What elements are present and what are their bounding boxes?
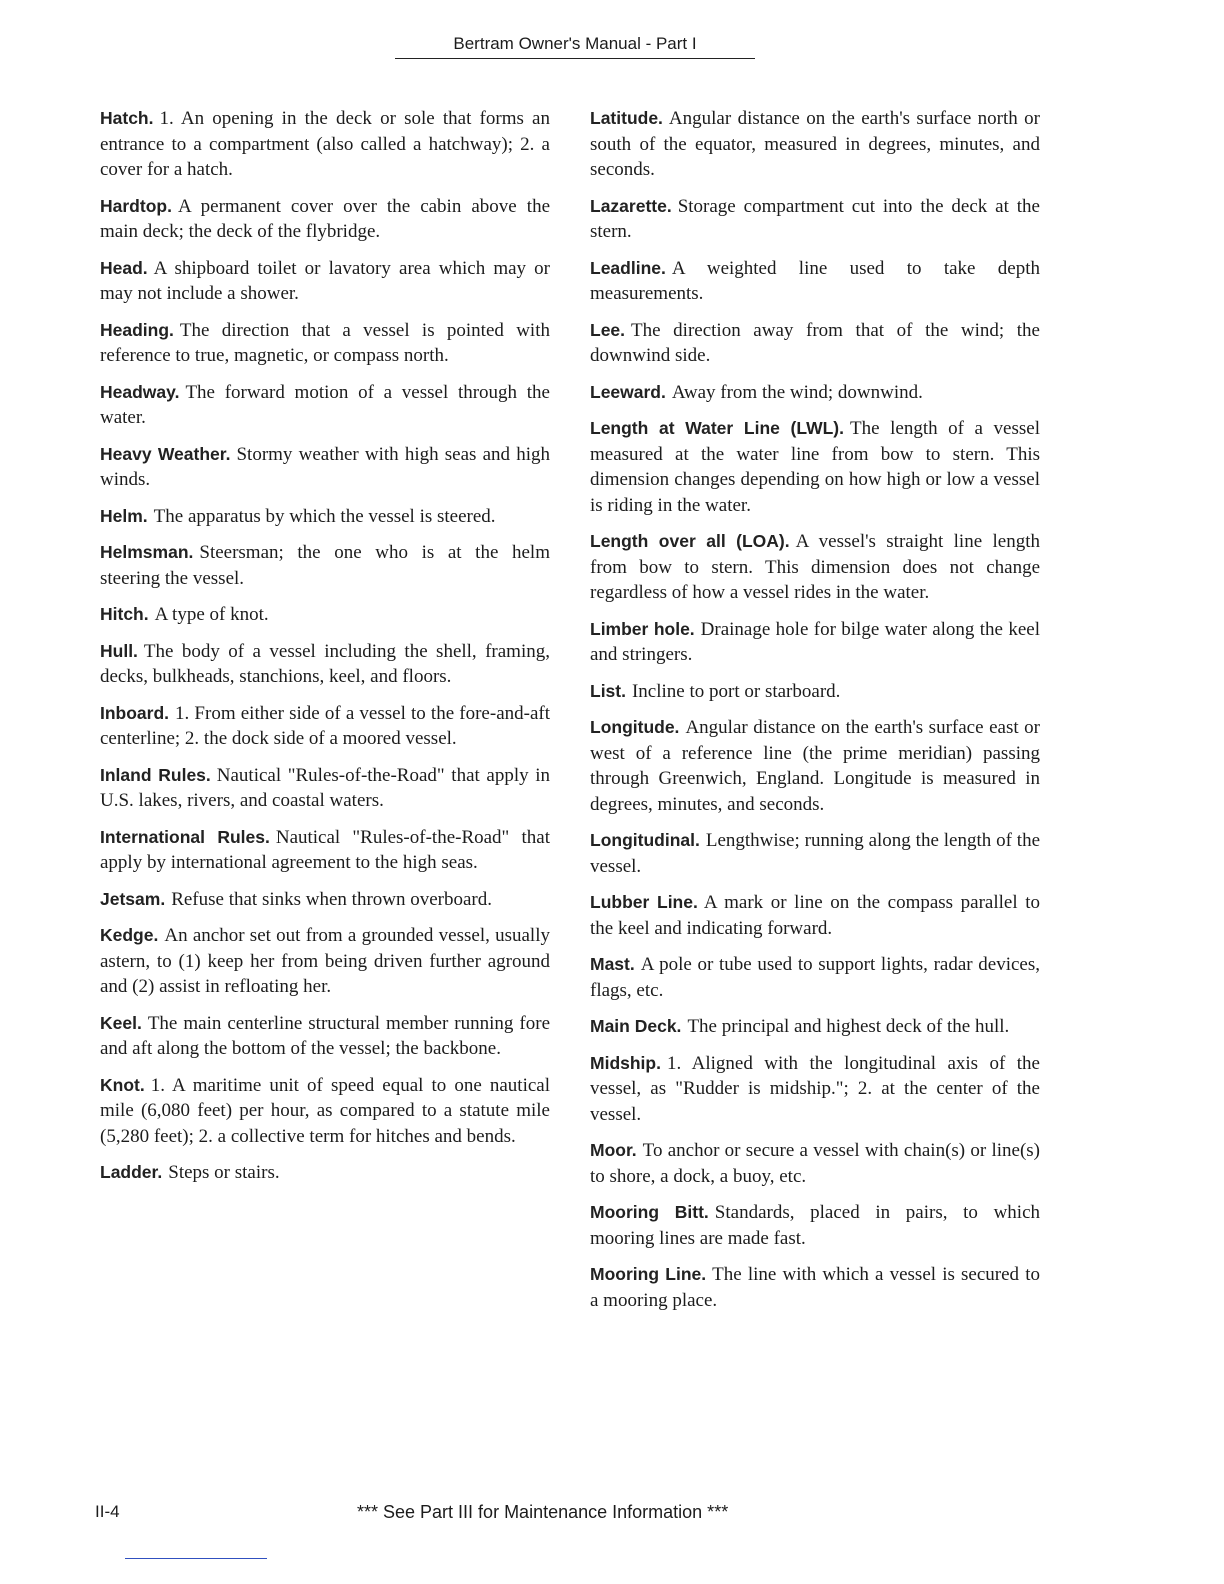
- glossary-entry: [100, 887, 550, 913]
- glossary-entry: [100, 639, 550, 690]
- entry-definition: The length of a vessel measured at the water line from bow to stern. This dimension changes depending on how high or low a vessel is riding in the water.: [590, 418, 1040, 516]
- entry-term: Midship.: [590, 1052, 661, 1073]
- glossary-entry: [100, 380, 550, 431]
- glossary-entry: [590, 106, 1040, 183]
- entry-definition: 1. From either side of a vessel to the fore-and-aft centerline; 2. the dock side of a moored vessel.: [100, 702, 550, 749]
- glossary-entry: [100, 540, 550, 591]
- entry-definition: Storage compartment cut into the deck at the stern.: [590, 195, 1040, 242]
- entry-definition: Angular distance on the earth's surface north or south of the equator, measured in degrees, minutes, and seconds.: [590, 108, 1040, 180]
- entry-term: Longitudinal.: [590, 830, 700, 850]
- glossary-entry: [100, 504, 550, 530]
- footer-note: *** See Part III for Maintenance Information ***: [357, 1502, 729, 1522]
- glossary-entry: [590, 715, 1040, 817]
- entry-definition: Drainage hole for bilge water along the keel and stringers.: [590, 618, 1041, 665]
- glossary-entry: [590, 194, 1040, 245]
- entry-definition: 1. A maritime unit of speed equal to one nautical mile (6,080 feet) per hour, as compared to a statute mile (5,280 feet); 2. a collective term for hitches and bends.: [100, 1074, 550, 1147]
- glossary-entry: [590, 380, 1040, 406]
- entry-definition: The forward motion of a vessel through the water.: [100, 381, 550, 428]
- entry-term: Length at Water Line (LWL).: [590, 418, 844, 438]
- glossary-entry: [590, 679, 1040, 705]
- entry-term: Heading.: [100, 319, 174, 340]
- entry-definition: A type of knot.: [154, 604, 269, 625]
- glossary-entry: [100, 763, 550, 814]
- entry-term: Length over all (LOA).: [590, 531, 790, 551]
- entry-term: Keel.: [100, 1012, 142, 1033]
- entry-term: Inland Rules.: [100, 764, 211, 785]
- glossary-entry: [100, 256, 550, 307]
- entry-term: International Rules.: [100, 826, 270, 847]
- glossary-entry: [100, 923, 550, 1000]
- entry-term: Limber hole.: [590, 618, 695, 639]
- glossary-entry: [590, 416, 1040, 518]
- entry-definition: The apparatus by which the vessel is steered.: [153, 505, 496, 527]
- entry-definition: Lengthwise; running along the length of the vessel.: [590, 830, 1040, 877]
- entry-definition: Steps or stairs.: [168, 1162, 280, 1183]
- entry-term: Hardtop.: [100, 195, 172, 216]
- entry-term: Lubber Line.: [590, 892, 698, 912]
- glossary-entry: [100, 442, 550, 493]
- entry-term: List.: [590, 680, 626, 701]
- entry-definition: The direction away from that of the wind; the downwind side.: [590, 319, 1040, 366]
- entry-term: Ladder.: [100, 1162, 163, 1182]
- entry-term: Hull.: [100, 640, 138, 661]
- glossary-entry: [100, 318, 550, 369]
- entry-term: Lazarette.: [590, 195, 672, 216]
- glossary-entry: [100, 1011, 550, 1062]
- entry-definition: Away from the wind; downwind.: [671, 381, 923, 403]
- entry-definition: The body of a vessel including the shell, framing, decks, bulkheads, stanchions, keel, and floors.: [100, 640, 550, 687]
- entry-term: Leadline.: [590, 257, 666, 278]
- entry-definition: Stormy weather with high seas and high winds.: [100, 443, 550, 490]
- entry-definition: A weighted line used to take depth measurements.: [590, 257, 1040, 304]
- glossary-entry: [590, 529, 1040, 606]
- entry-definition: 1. Aligned with the longitudinal axis of the vessel, as "Rudder is midship."; 2. at the center of the vessel.: [590, 1052, 1040, 1125]
- entry-term: Mooring Bitt.: [590, 1202, 709, 1222]
- header-rule: [395, 58, 755, 59]
- entry-term: Headway.: [100, 381, 180, 402]
- glossary-entry: [100, 701, 550, 752]
- entry-definition: Nautical "Rules-of-the-Road" that apply in U.S. lakes, rivers, and coastal waters.: [100, 764, 550, 811]
- entry-definition: Refuse that sinks when thrown overboard.: [171, 888, 493, 910]
- entry-term: Mast.: [590, 954, 635, 974]
- entry-definition: A pole or tube used to support lights, radar devices, flags, etc.: [590, 954, 1040, 1001]
- entry-definition: A permanent cover over the cabin above the main deck; the deck of the flybridge.: [100, 195, 550, 242]
- bottom-rule: [125, 1558, 267, 1559]
- entry-term: Helm.: [100, 505, 148, 526]
- entry-term: Heavy Weather.: [100, 443, 231, 464]
- glossary-entry: [590, 890, 1040, 941]
- entry-definition: A shipboard toilet or lavatory area which may or may not include a shower.: [100, 257, 550, 304]
- entry-definition: Angular distance on the earth's surface east or west of a reference line (the prime meridian) passing through Greenwich, England. Longitude is measured in degrees, minutes, and seconds.: [590, 717, 1040, 815]
- entry-definition: 1. An opening in the deck or sole that forms an entrance to a compartment (also called a hatchway); 2. a cover for a hatch.: [100, 108, 550, 180]
- entry-term: Main Deck.: [590, 1016, 682, 1036]
- entry-term: Lee.: [590, 319, 626, 340]
- entry-definition: Steersman; the one who is at the helm steering the vessel.: [100, 542, 550, 589]
- entry-term: Hitch.: [100, 604, 149, 624]
- glossary-entry: [590, 952, 1040, 1003]
- glossary-entry: [590, 1200, 1040, 1251]
- glossary-entry: [590, 1014, 1040, 1040]
- glossary-entry: [590, 256, 1040, 307]
- glossary-entry: [590, 617, 1040, 668]
- glossary-column-right: [590, 106, 1040, 1324]
- entry-term: Leeward.: [590, 381, 666, 402]
- glossary-entry: [100, 1073, 550, 1150]
- page-header-title: Bertram Owner's Manual - Part I: [453, 34, 697, 53]
- glossary-entry: [100, 602, 550, 628]
- entry-definition: The line with which a vessel is secured to a mooring place.: [590, 1264, 1040, 1311]
- glossary-column-left: [100, 106, 550, 1197]
- entry-definition: A vessel's straight line length from bow to stern. This dimension does not change regardless of how a vessel rides in the water.: [590, 531, 1040, 603]
- glossary-entry: [590, 1051, 1040, 1128]
- glossary-entry: [100, 1160, 550, 1186]
- entry-definition: The main centerline structural member running fore and aft along the bottom of the vessel; the backbone.: [100, 1012, 550, 1059]
- entry-term: Inboard.: [100, 702, 170, 723]
- entry-definition: Standards, placed in pairs, to which mooring lines are made fast.: [590, 1202, 1041, 1249]
- entry-term: Knot.: [100, 1074, 145, 1095]
- entry-term: Head.: [100, 257, 148, 278]
- page-number: II-4: [95, 1502, 120, 1521]
- entry-term: Kedge.: [100, 925, 159, 945]
- entry-term: Mooring Line.: [590, 1264, 707, 1284]
- entry-term: Helmsman.: [100, 542, 194, 562]
- glossary-entry: [590, 318, 1040, 369]
- entry-term: Latitude.: [590, 108, 663, 128]
- entry-definition: The direction that a vessel is pointed with reference to true, magnetic, or compass north.: [100, 319, 550, 366]
- entry-definition: A mark or line on the compass parallel to the keel and indicating forward.: [590, 892, 1040, 939]
- glossary-entry: [100, 825, 550, 876]
- entry-definition: An anchor set out from a grounded vessel, usually astern, to (1) keep her from being driven further aground and (2) assist in refloating her.: [100, 925, 550, 997]
- entry-definition: To anchor or secure a vessel with chain(s) or line(s) to shore, a dock, a buoy, etc.: [590, 1140, 1040, 1187]
- glossary-entry: [590, 1262, 1040, 1313]
- glossary-entry: [590, 1138, 1040, 1189]
- entry-term: Jetsam.: [100, 888, 166, 909]
- glossary-entry: [590, 828, 1040, 879]
- entry-term: Hatch.: [100, 108, 154, 128]
- entry-definition: Incline to port or starboard.: [631, 680, 841, 702]
- entry-definition: Nautical "Rules-of-the-Road" that apply by international agreement to the high seas.: [100, 826, 551, 873]
- entry-term: Moor.: [590, 1140, 637, 1160]
- glossary-entry: [100, 194, 550, 245]
- entry-term: Longitude.: [590, 717, 680, 737]
- entry-definition: The principal and highest deck of the hull.: [687, 1016, 1010, 1037]
- glossary-entry: [100, 106, 550, 183]
